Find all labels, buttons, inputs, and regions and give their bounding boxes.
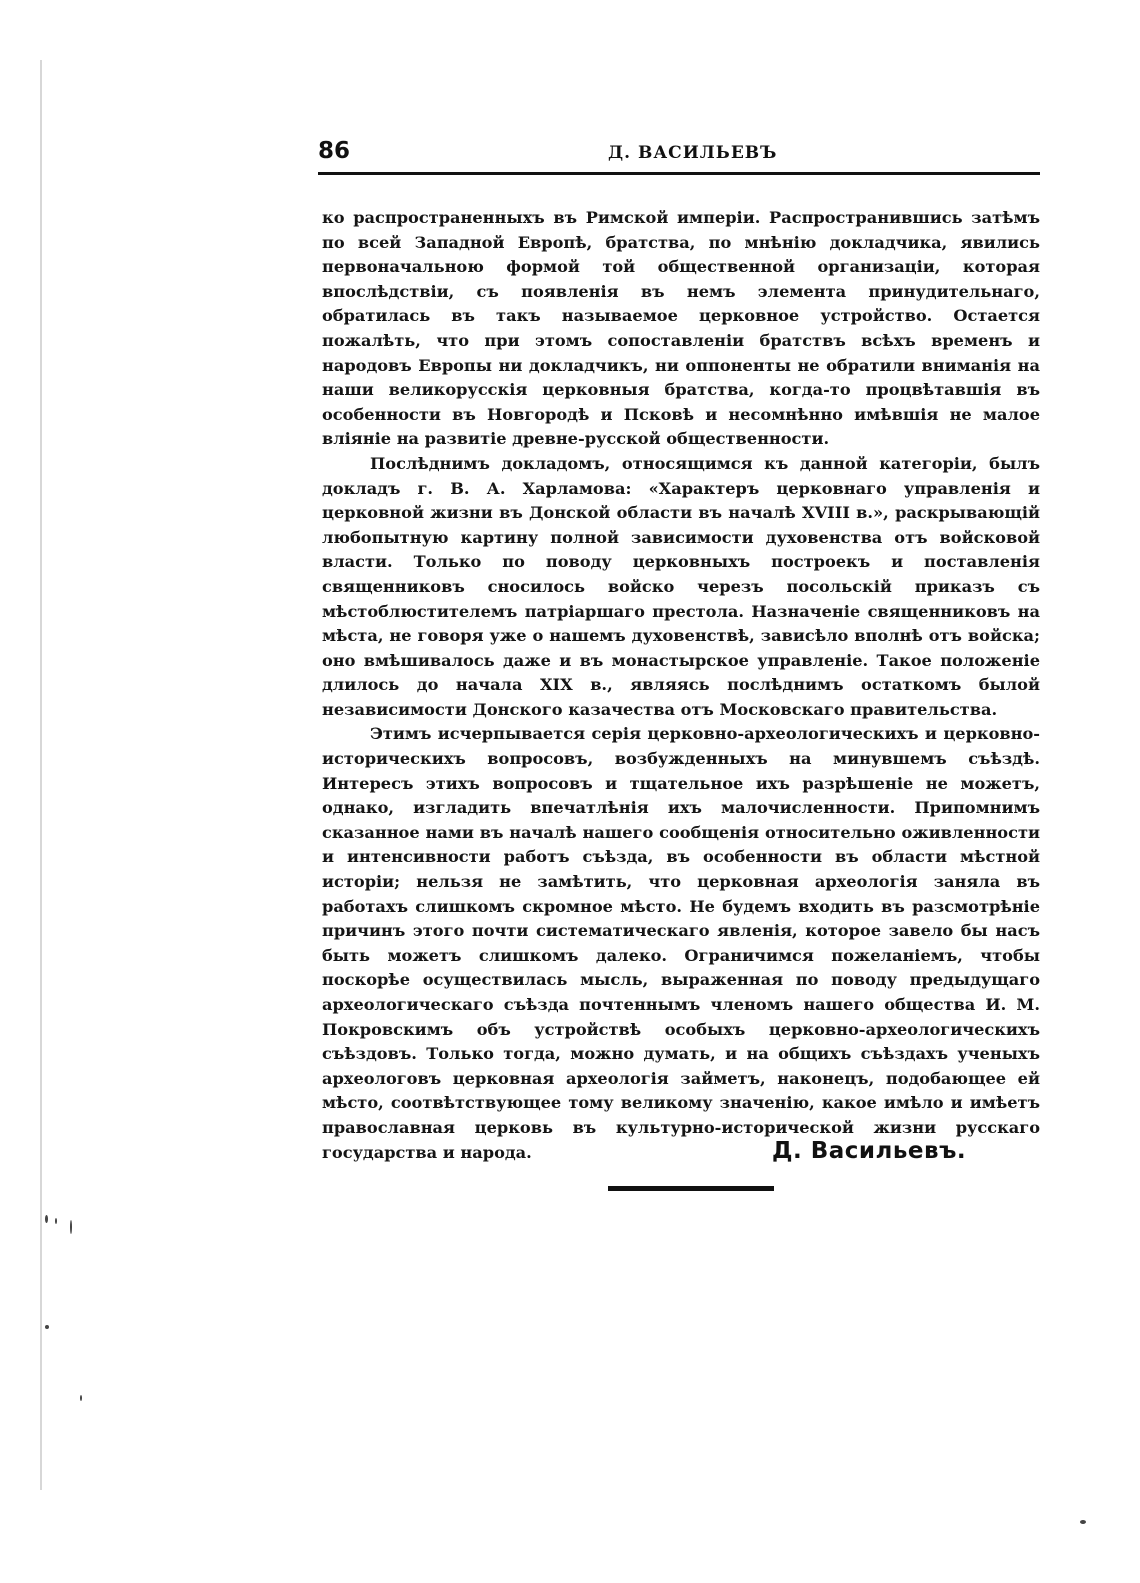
paragraph-3: Этимъ исчерпывается серія церковно-археологическихъ и церковно-историческихъ вопросовъ, возбужденныхъ на минувшемъ съѣздѣ. Интересъ этихъ вопросовъ и тщательное ихъ разрѣшеніе не можетъ, однако, изгладить впечатлѣнія ихъ малочисленности. Припомнимъ сказанное нами въ началѣ нашего сообщенія относительно оживленности и интенсивности работъ съѣзда, въ особенности въ области мѣстной исторіи; нельзя не замѣтить, что церковная археологія заняла въ работахъ слишкомъ скромное мѣсто. Не будемъ входить въ разсмотрѣніе причинъ этого почти систематическаго явленія, которое завело бы насъ быть можетъ слишкомъ далеко. Ограничимся пожеланіемъ, чтобы поскорѣе осуществилась мысль, выраженная по поводу предыдущаго археологическаго съѣзда почтеннымъ членомъ нашего общества И. М. Покровскимъ объ устройствѣ особыхъ церковно-археологическихъ съѣздовъ. Только тогда, можно думать, и на общихъ съѣздахъ ученыхъ археологовъ церковная археологія займетъ, наконецъ, подобающее ей мѣсто, соотвѣтствующее тому великому значенію, какое имѣло и имѣетъ православная церковь въ культурно-исторической жизни русскаго государства и народа. [322,724,1040,1162]
paragraph-1: ко распространенныхъ въ Римской имперіи. Распространившись затѣмъ по всей Западной Европѣ, братства, по мнѣнію докладчика, явились первоначальною формой той общественной организаціи, которая впослѣдствіи, съ появленія въ немъ элемента принудительнаго, обратилась въ такъ называемое церковное устройство. Остается пожалѣть, что при этомъ сопоставленіи братствъ всѣхъ временъ и народовъ Европы ни докладчикъ, ни оппоненты не обратили вниманія на наши великорусскія церковныя братства, когда-то процвѣтавшія въ особенности въ Новгородѣ и Псковѣ и несомнѣнно имѣвшія не малое вліяніе на развитіе древне-русской общественности. [322,208,1040,449]
scan-speck [55,1218,57,1224]
author-signature: Д. Васильевъ. [772,1138,967,1164]
paragraph-2: Послѣднимъ докладомъ, относящимся къ данной категоріи, былъ докладъ г. В. А. Харламова: «Характеръ церковнаго управленія и церковной жизни въ Донской области въ началѣ XVIII в.», раскрывающій любопытную картину полной зависимости духовенства отъ войсковой власти. Только по поводу церковныхъ построекъ и поставленія священниковъ сносилось войско черезъ посольскій приказъ съ мѣстоблюстителемъ патріаршаго престола. Назначеніе священниковъ на мѣста, не говоря уже о нашемъ духовенствѣ, зависѣло вполнѣ отъ войска; оно вмѣшивалось даже и въ монастырское управленіе. Такое положеніе длилось до начала XIX в., являясь послѣднимъ остаткомъ былой независимости Донского казачества отъ Московскаго правительства. [322,453,1040,719]
scan-speck [45,1325,49,1329]
page-edge-shadow [40,60,42,1490]
scan-speck [70,1220,72,1234]
page-number: 86 [318,138,351,164]
header-rule [318,172,1040,175]
page-header [318,138,1040,172]
scan-speck [1080,1520,1086,1524]
running-head: Д. ВАСИЛЬЕВЪ [608,143,778,163]
body-text [322,206,1040,1165]
scan-speck [80,1395,82,1401]
scan-speck [45,1215,48,1223]
end-rule [608,1186,774,1191]
